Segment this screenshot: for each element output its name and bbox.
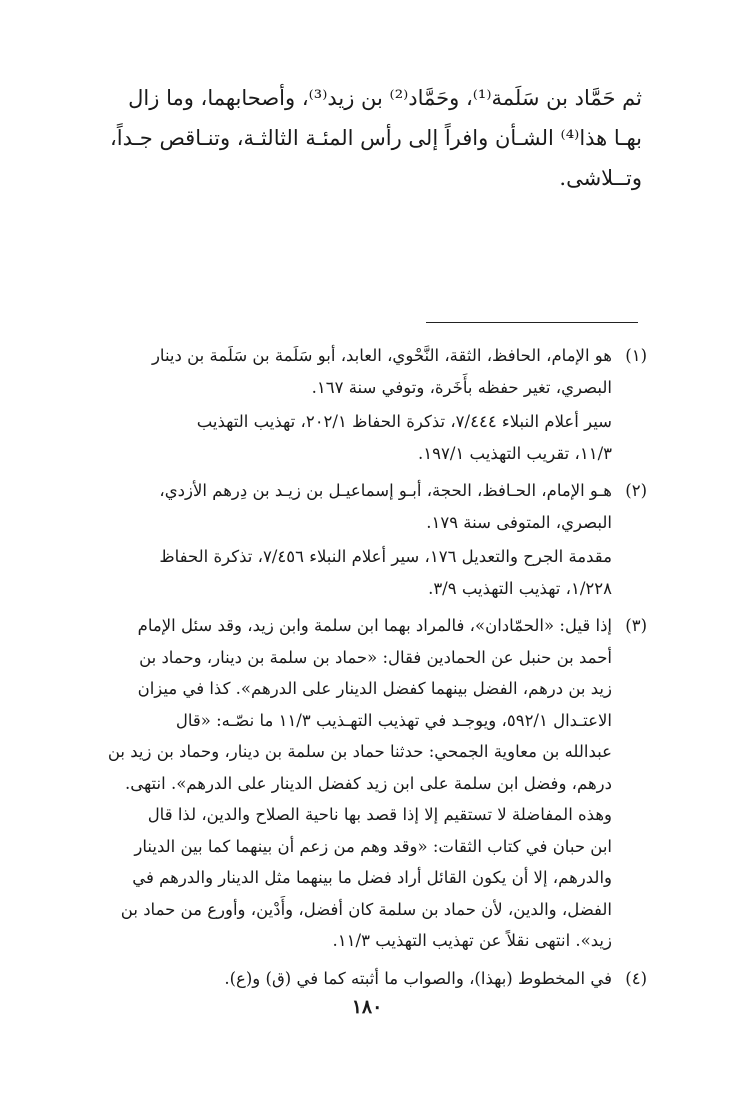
footnote-4 xyxy=(87,963,647,995)
footnote-divider xyxy=(426,322,638,323)
footnote-line: وهذه المفاضلة لا تستقيم إلا إذا قصد بها ناحية الصلاح والدين، لذا قال xyxy=(147,805,612,824)
footnote-number: (٤) xyxy=(625,968,647,988)
footnote-line: الاعتـدال ٥٩٢/١، ويوجـد في تهذيب التهـذيب ١١/٣ ما نصّـه: «قال xyxy=(175,710,612,730)
footnote-line: درهم، وفضل ابن سلمة على ابن زيد كفضل الدينار على الدرهم». انتهى. xyxy=(124,773,612,793)
footnote-line: زيد». انتهى نقلاً عن تهذيب التهذيب ١١/٣. xyxy=(332,931,612,950)
footnote-line: البصري، المتوفى سنة ١٧٩. xyxy=(426,512,612,532)
page-number: ١٨٠ xyxy=(351,996,383,1018)
footnote-line: ابن حبان في كتاب الثقات: «وقد وهم من زعم أن بينهما كما بين الدينار xyxy=(134,836,612,856)
main-text-line: بهـا هذا⁽⁴⁾ الشـأن وافراً إلى رأس المئـة الثالثـة، وتنـاقص جـداً، xyxy=(110,126,642,150)
main-text-line: وتــلاشى. xyxy=(559,166,642,190)
footnote-source-line: ١/٢٢٨، تهذيب التهذيب ٣/٩. xyxy=(428,578,612,598)
footnote-line: زيد بن درهم، الفضل بينهما كفضل الدينار على الدرهم». كذا في ميزان xyxy=(137,679,612,698)
footnotes xyxy=(87,340,647,1000)
footnote-line: الفضل، والدين، لأن حماد بن سلمة كان أفضل، وأَدْين، وأورع من حماد بن xyxy=(120,899,612,919)
footnote-line: إذا قيل: «الحمّادان»، فالمراد بهما ابن سلمة وابن زيد، وقد سئل الإمام xyxy=(137,616,612,635)
footnote-3 xyxy=(87,610,647,957)
main-text-line: ثم حَمَّاد بن سَلَمة⁽¹⁾، وحَمَّاد⁽²⁾ بن زيد⁽³⁾، وأصحابهما، وما زال xyxy=(128,86,642,110)
footnote-line: البصري، تغير حفظه بأَخَرة، وتوفي سنة ١٦٧. xyxy=(311,377,612,397)
footnote-line: والدرهم، إلا أن يكون القائل أراد فضل ما بينهما مثل الدينار والدرهم في xyxy=(132,868,612,887)
footnote-line: هـو الإمام، الحـافظ، الحجة، أبـو إسماعيـل بن زيـد بن دِرهم الأزدي، xyxy=(159,481,612,500)
footnote-line: هو الإمام، الحافظ، الثقة، النَّحْوي، العابد، أبو سَلَمة بن سَلَمة بن دينار xyxy=(151,346,612,365)
footnote-source-line: مقدمة الجرح والتعديل ١٧٦، سير أعلام النبلاء ٧/٤٥٦، تذكرة الحفاظ xyxy=(159,547,612,566)
footnote-line: عبدالله بن معاوية الجمحي: حدثنا حماد بن سلمة بن دينار، وحماد بن زيد بن xyxy=(107,742,612,761)
footnote-number: (٢) xyxy=(625,481,647,500)
footnote-sources xyxy=(87,541,612,604)
footnote-sources xyxy=(87,406,612,469)
footnote-source-line: سير أعلام النبلاء ٧/٤٤٤، تذكرة الحفاظ ٢٠٢/١، تهذيب التهذيب xyxy=(196,412,612,431)
footnote-line: أحمد بن حنبل عن الحمادين فقال: «حماد بن سلمة بن دينار، وحماد بن xyxy=(139,647,612,667)
main-text xyxy=(87,78,642,198)
footnote-line: في المخطوط (بهذا)، والصواب ما أثبته كما في (ق) و(ع). xyxy=(224,968,612,988)
footnote-number: (٣) xyxy=(625,616,647,635)
footnote-source-line: ١١/٣، تقريب التهذيب ١٩٧/١. xyxy=(418,443,612,463)
footnote-number: (١) xyxy=(625,346,647,365)
footnote-2 xyxy=(87,475,647,604)
footnote-1 xyxy=(87,340,647,469)
